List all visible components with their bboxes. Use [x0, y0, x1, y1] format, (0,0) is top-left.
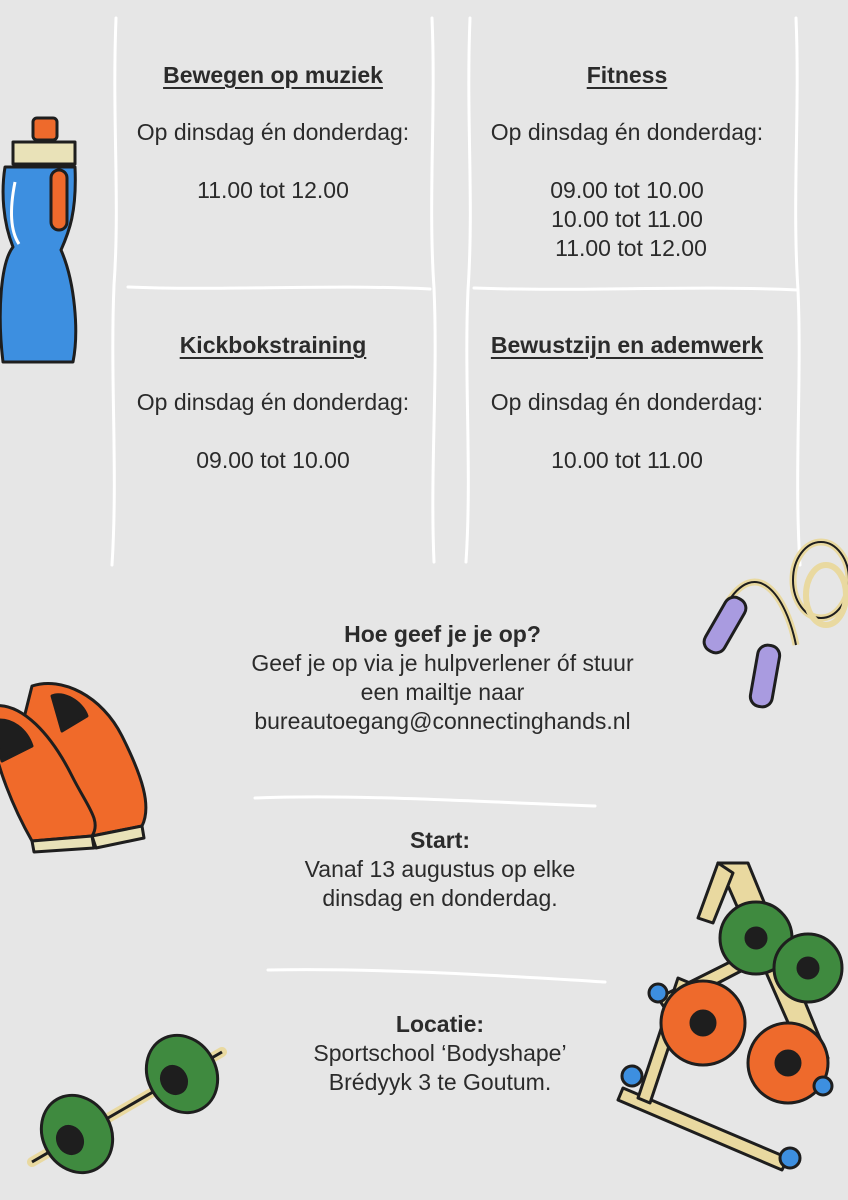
schedule-time: 09.00 tot 10.00 — [196, 447, 350, 473]
location-heading: Locatie: — [395, 1011, 485, 1037]
signup-line: een mailtje naar — [360, 679, 525, 705]
jump-rope-icon — [696, 535, 848, 720]
schedule-time: 11.00 tot 12.00 — [197, 177, 349, 203]
location-line: Brédyyk 3 te Goutum. — [328, 1069, 552, 1095]
signup-email[interactable]: bureautoegang@connectinghands.nl — [254, 708, 631, 734]
schedule-block-ademwerk — [462, 332, 792, 475]
location-section — [250, 1010, 630, 1097]
schedule-days: Op dinsdag én donderdag: — [490, 119, 764, 145]
schedule-time: 11.00 tot 12.00 — [555, 235, 707, 261]
schedule-time: 09.00 tot 10.00 — [550, 177, 704, 203]
schedule-title: Bewustzijn en ademwerk — [490, 332, 764, 358]
start-line: Vanaf 13 augustus op elke — [304, 856, 576, 882]
water-bottle-icon — [0, 112, 85, 372]
signup-heading: Hoe geef je je op? — [344, 621, 541, 647]
schedule-title: Fitness — [586, 62, 668, 88]
location-line: Sportschool ‘Bodyshape’ — [313, 1040, 567, 1066]
schedule-title: Kickbokstraining — [179, 332, 367, 358]
schedule-block-kickboks — [110, 332, 436, 475]
schedule-days: Op dinsdag én donderdag: — [136, 119, 410, 145]
schedule-block-bewegen — [110, 62, 436, 205]
start-heading: Start: — [409, 827, 471, 853]
start-line: dinsdag en donderdag. — [322, 885, 558, 911]
schedule-time: 10.00 tot 11.00 — [551, 447, 703, 473]
start-section — [250, 826, 630, 913]
schedule-title: Bewegen op muziek — [163, 62, 383, 88]
schedule-time: 10.00 tot 11.00 — [551, 206, 703, 232]
signup-section — [200, 620, 685, 736]
sneakers-icon — [0, 676, 152, 851]
schedule-days: Op dinsdag én donderdag: — [490, 389, 764, 415]
schedule-block-fitness — [462, 62, 792, 263]
signup-line: Geef je op via je hulpverlener óf stuur — [251, 650, 634, 676]
schedule-days: Op dinsdag én donderdag: — [136, 389, 410, 415]
weight-rack-icon — [618, 858, 848, 1178]
dumbbell-icon — [22, 1022, 237, 1182]
